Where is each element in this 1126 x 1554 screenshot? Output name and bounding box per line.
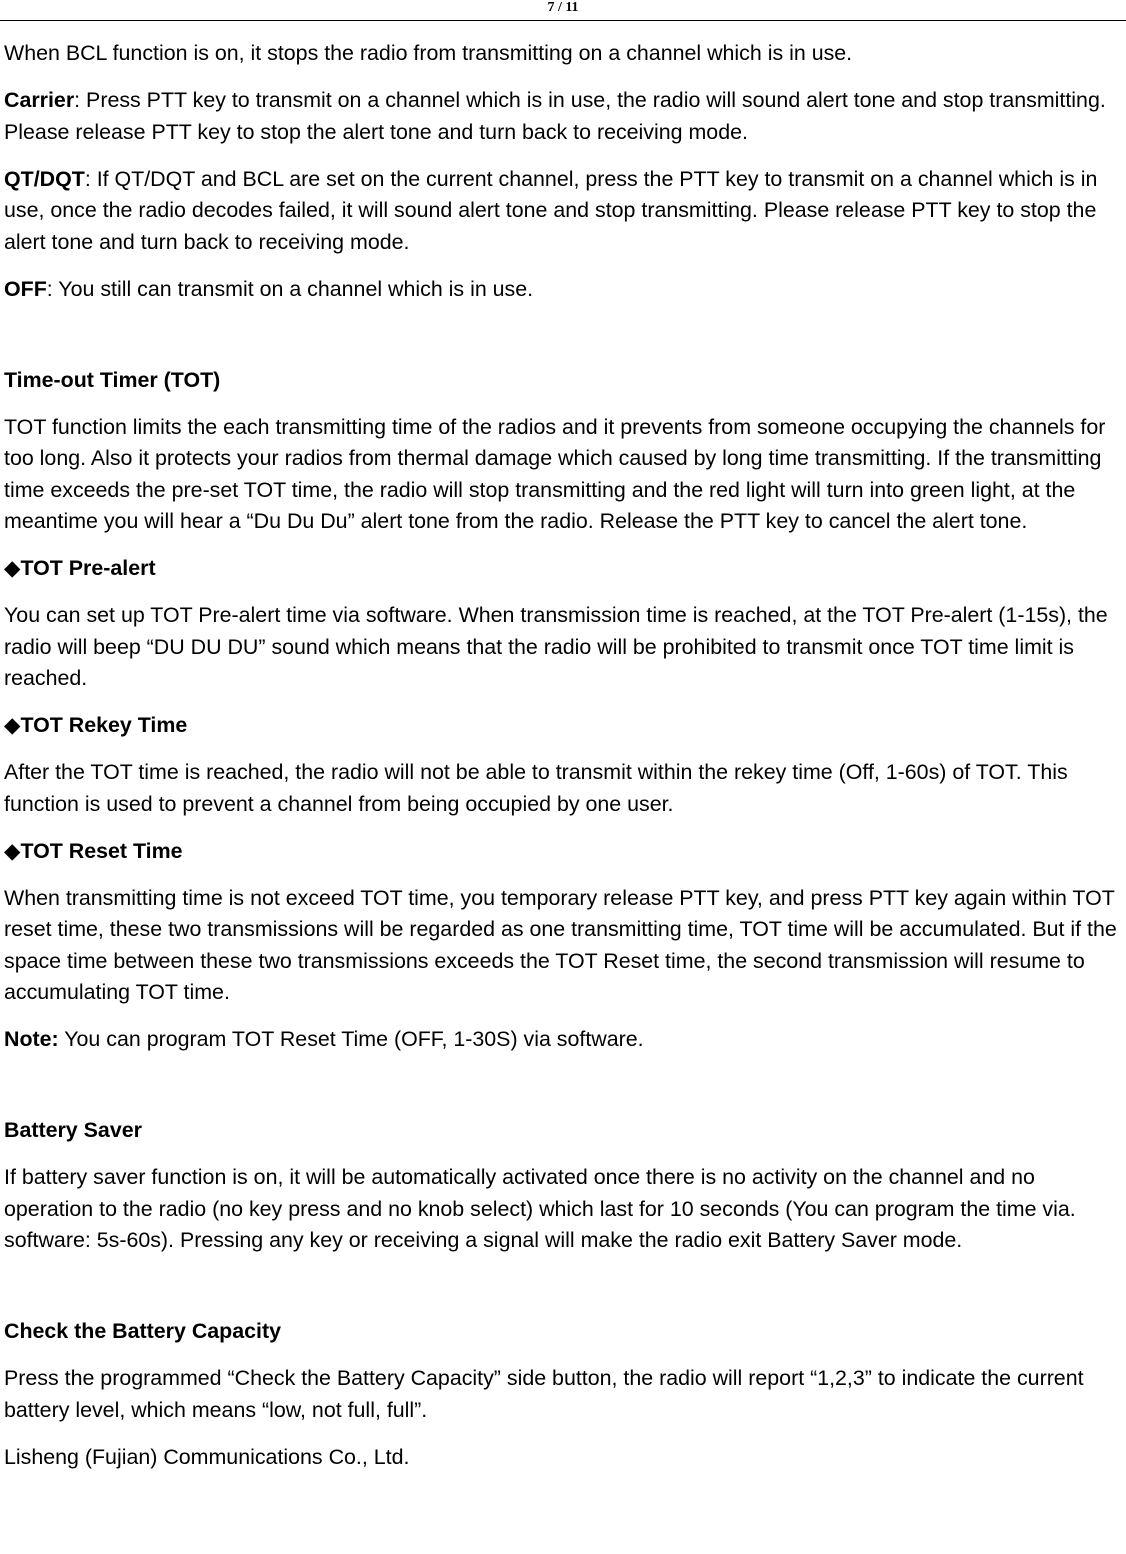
carrier-label: Carrier (4, 88, 75, 112)
battery-capacity-heading: Check the Battery Capacity (4, 1319, 281, 1343)
page-number: 7 / 11 (0, 0, 1126, 21)
qt-dqt-text: : If QT/DQT and BCL are set on the current channel, press the PTT key to transmit on a channel which is in use, once the radio decodes failed, it will sound alert tone and stop transmitting. Please release PTT key to stop the alert tone and turn back to receiving mode. (4, 166, 1098, 254)
tot-rekey-body: After the TOT time is reached, the radio will not be able to transmit within the rekey time (Off, 1-60s) of TOT. This function is used to prevent a channel from being occupied by one user. (4, 760, 1068, 816)
bcl-intro: When BCL function is on, it stops the radio from transmitting on a channel which is in use. (4, 41, 853, 65)
off-label: OFF (4, 276, 47, 301)
carrier-text: : Press PTT key to transmit on a channel which is in use, the radio will sound alert tone and stop transmitting. Please release PTT key to stop the alert tone and turn back to receiving mode. (4, 88, 1106, 144)
note-label: Note: (4, 1027, 59, 1051)
battery-saver-heading: Battery Saver (4, 1118, 142, 1142)
qt-dqt-label: QT/DQT (4, 166, 85, 191)
tot-rekey-heading: ◆TOT Rekey Time (4, 713, 188, 737)
tot-prealert-body: You can set up TOT Pre-alert time via software. When transmission time is reached, at the TOT Pre-alert (1-15s), the radio will beep “DU DU DU” sound which means that the radio will be prohibited to transmit once TOT time limit is reached. (4, 603, 1108, 690)
tot-reset-heading: ◆TOT Reset Time (4, 838, 183, 863)
battery-saver-body: If battery saver function is on, it will be automatically activated once there is no activity on the channel and no operation to the radio (no key press and no knob select) which last for 10 seconds (You can program the time via. software: 5s-60s). Pressing any key or receiving a signal will make the radio exit Battery Saver mode. (4, 1165, 1076, 1252)
tot-prealert-heading: ◆TOT Pre-alert (4, 556, 156, 580)
bcl-off (4, 274, 1124, 306)
bcl-qt-dqt (4, 164, 1124, 259)
tot-note (4, 1024, 1124, 1056)
tot-heading: Time-out Timer (TOT) (4, 367, 221, 392)
battery-capacity-body: Press the programmed “Check the Battery Capacity” side button, the radio will report “1,2,3” to indicate the current battery level, which means “low, not full, full”. (4, 1366, 1084, 1422)
document-body (4, 38, 1124, 1489)
note-text: You can program TOT Reset Time (OFF, 1-30S) via software. (58, 1027, 644, 1051)
off-text: : You still can transmit on a channel which is in use. (46, 276, 534, 301)
company-footer: Lisheng (Fujian) Communications Co., Ltd. (4, 1444, 410, 1469)
tot-body: TOT function limits the each transmitting time of the radios and it prevents from someone occupying the channels for too long. Also it protects your radios from thermal damage which caused by long time transmitting. If the transmitting time exceeds the pre-set TOT time, the radio will stop transmitting and the red light will turn into green light, at the meantime you will hear a “Du Du Du” alert tone from the radio. Release the PTT key to cancel the alert tone. (4, 414, 1106, 533)
bcl-carrier (4, 85, 1124, 148)
tot-reset-body: When transmitting time is not exceed TOT time, you temporary release PTT key, and press PTT key again within TOT reset time, these two transmissions will be regarded as one transmitting time, TOT time will be accumulated. But if the space time between these two transmissions exceeds the TOT Reset time, the second transmission will resume to accumulating TOT time. (4, 885, 1117, 1004)
